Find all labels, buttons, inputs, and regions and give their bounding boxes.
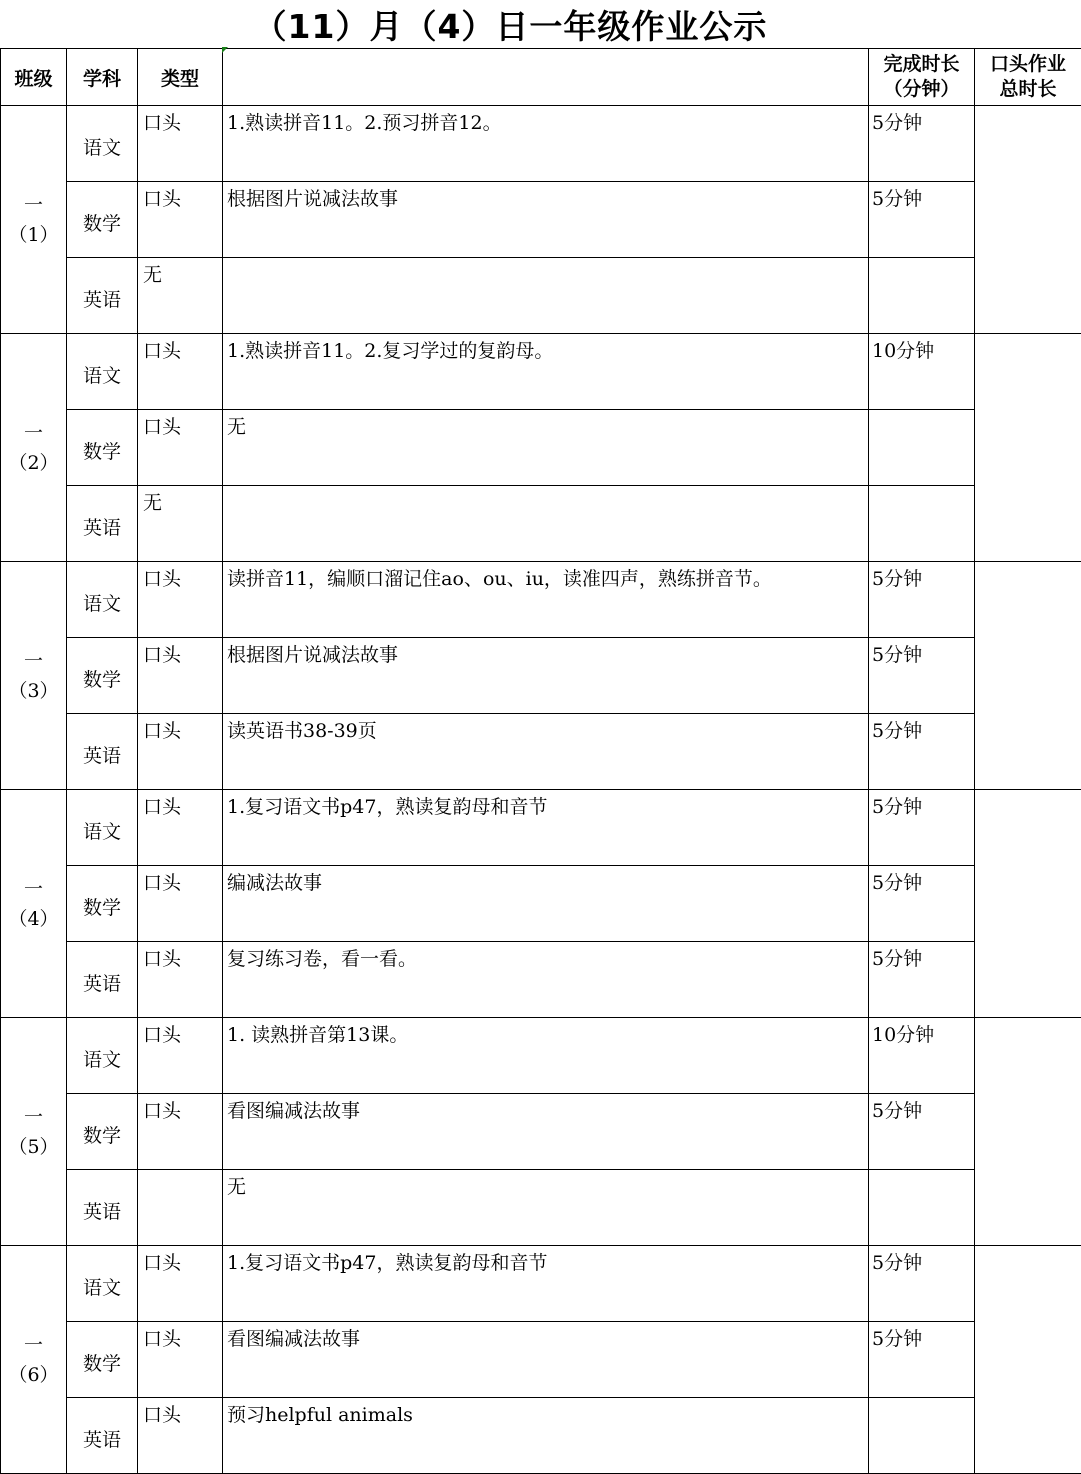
type-cell-text: 口头 [143, 796, 181, 818]
content-cell [223, 106, 869, 182]
content-cell-text: 看图编减法故事 [227, 1100, 360, 1122]
content-cell-text: 读拼音11，编顺口溜记住ao、ou、iu，读准四声，熟练拼音节。 [227, 568, 772, 590]
subject-cell [67, 486, 138, 562]
table-row [1, 1018, 1081, 1094]
subject-cell [67, 334, 138, 410]
subject-cell [67, 182, 138, 258]
header-content [223, 49, 869, 106]
time-cell-text: 10分钟 [872, 1024, 934, 1046]
content-cell-text: 读英语书38-39页 [227, 720, 377, 742]
time-cell-text: 5分钟 [872, 1100, 922, 1122]
table-row [1, 106, 1081, 182]
total-time-cell [975, 790, 1081, 1018]
type-cell-text: 口头 [143, 188, 181, 210]
type-cell-text: 口头 [143, 720, 181, 742]
header-type: 类型 [138, 49, 223, 106]
type-cell [138, 638, 223, 714]
time-cell-text: 5分钟 [872, 948, 922, 970]
header-total [975, 49, 1081, 106]
subject-cell [67, 106, 138, 182]
subject-cell [67, 1246, 138, 1322]
time-cell [869, 1246, 975, 1322]
subject-cell-text: 语文 [83, 589, 121, 616]
time-cell [869, 866, 975, 942]
type-cell-text: 无 [143, 492, 162, 514]
type-cell [138, 790, 223, 866]
subject-cell-text: 英语 [83, 285, 121, 312]
content-cell [223, 1170, 869, 1246]
subject-cell [67, 638, 138, 714]
page-title-text: （11）月（4）日一年级作业公示 [254, 0, 768, 54]
content-cell [223, 182, 869, 258]
time-cell-text: 5分钟 [872, 1252, 922, 1274]
content-cell-text: 根据图片说减法故事 [227, 644, 398, 666]
subject-cell [67, 562, 138, 638]
header-total-line2: 总时长 [975, 77, 1081, 102]
type-cell-text: 口头 [143, 872, 181, 894]
time-cell [869, 334, 975, 410]
class-grade: 一 [1, 874, 66, 904]
type-cell-text: 口头 [143, 1024, 181, 1046]
time-cell-text: 5分钟 [872, 872, 922, 894]
type-cell [138, 410, 223, 486]
content-cell [223, 714, 869, 790]
table-row [1, 1094, 1081, 1170]
header-time-line2: （分钟） [869, 77, 974, 102]
subject-cell [67, 1018, 138, 1094]
content-cell-text: 编减法故事 [227, 872, 322, 894]
class-cell [1, 334, 67, 562]
subject-cell-text: 数学 [83, 893, 121, 920]
class-number: （3） [1, 676, 66, 706]
content-cell-text: 预习helpful animals [227, 1404, 413, 1426]
table-row [1, 410, 1081, 486]
time-cell-text: 10分钟 [872, 340, 934, 362]
time-cell-text: 5分钟 [872, 188, 922, 210]
subject-cell-text: 英语 [83, 1425, 121, 1452]
subject-cell-text: 英语 [83, 513, 121, 540]
content-cell [223, 790, 869, 866]
class-grade: 一 [1, 1330, 66, 1360]
time-cell [869, 1170, 975, 1246]
content-cell-text: 1.熟读拼音11。2.预习拼音12。 [227, 112, 502, 134]
class-number: （5） [1, 1132, 66, 1162]
type-cell [138, 334, 223, 410]
type-cell [138, 1246, 223, 1322]
header-row [1, 49, 1081, 106]
content-cell-text: 无 [227, 416, 246, 438]
type-cell-text: 口头 [143, 416, 181, 438]
subject-cell-text: 数学 [83, 665, 121, 692]
subject-cell [67, 410, 138, 486]
total-time-cell [975, 106, 1081, 334]
type-cell [138, 714, 223, 790]
class-cell [1, 1018, 67, 1246]
cell-comment-marker [222, 47, 228, 53]
content-cell [223, 334, 869, 410]
subject-cell [67, 1398, 138, 1474]
type-cell [138, 106, 223, 182]
total-time-cell [975, 1246, 1081, 1474]
time-cell [869, 410, 975, 486]
time-cell [869, 182, 975, 258]
subject-cell-text: 数学 [83, 1121, 121, 1148]
table-row [1, 1398, 1081, 1474]
type-cell [138, 486, 223, 562]
subject-cell-text: 数学 [83, 1349, 121, 1376]
table-row [1, 486, 1081, 562]
time-cell [869, 1018, 975, 1094]
class-cell [1, 790, 67, 1018]
table-row [1, 334, 1081, 410]
total-time-cell [975, 1018, 1081, 1246]
table-row [1, 714, 1081, 790]
content-cell-text: 无 [227, 1176, 246, 1198]
table-row [1, 1170, 1081, 1246]
class-number: （1） [1, 220, 66, 250]
class-grade: 一 [1, 646, 66, 676]
class-number: （6） [1, 1360, 66, 1390]
time-cell [869, 258, 975, 334]
content-cell [223, 638, 869, 714]
subject-cell-text: 语文 [83, 361, 121, 388]
table-row [1, 182, 1081, 258]
time-cell [869, 1398, 975, 1474]
table-row [1, 790, 1081, 866]
total-time-cell [975, 334, 1081, 562]
type-cell [138, 1170, 223, 1246]
subject-cell-text: 英语 [83, 1197, 121, 1224]
content-cell [223, 1246, 869, 1322]
time-cell [869, 562, 975, 638]
content-cell-text: 根据图片说减法故事 [227, 188, 398, 210]
total-time-cell [975, 562, 1081, 790]
table-row [1, 1322, 1081, 1398]
content-cell-text: 1. 读熟拼音第13课。 [227, 1024, 408, 1046]
type-cell-text: 口头 [143, 644, 181, 666]
type-cell [138, 182, 223, 258]
subject-cell [67, 790, 138, 866]
header-total-line1: 口头作业 [975, 52, 1081, 77]
subject-cell-text: 语文 [83, 1045, 121, 1072]
subject-cell-text: 语文 [83, 817, 121, 844]
time-cell [869, 1322, 975, 1398]
table-row [1, 638, 1081, 714]
table-row [1, 942, 1081, 1018]
class-cell [1, 1246, 67, 1474]
content-cell [223, 258, 869, 334]
content-cell-text: 复习练习卷，看一看。 [227, 948, 417, 970]
class-grade: 一 [1, 190, 66, 220]
time-cell [869, 942, 975, 1018]
class-cell [1, 562, 67, 790]
header-subject: 学科 [67, 49, 138, 106]
time-cell [869, 486, 975, 562]
time-cell-text: 5分钟 [872, 644, 922, 666]
content-cell [223, 562, 869, 638]
page-title [0, 0, 1081, 48]
type-cell-text: 口头 [143, 568, 181, 590]
table-row [1, 866, 1081, 942]
type-cell [138, 1094, 223, 1170]
time-cell-text: 5分钟 [872, 720, 922, 742]
type-cell [138, 258, 223, 334]
time-cell-text: 5分钟 [872, 568, 922, 590]
subject-cell [67, 714, 138, 790]
time-cell [869, 790, 975, 866]
homework-table [0, 48, 1081, 1474]
subject-cell-text: 语文 [83, 1273, 121, 1300]
time-cell [869, 714, 975, 790]
content-cell [223, 1398, 869, 1474]
class-number: （4） [1, 904, 66, 934]
type-cell-text: 口头 [143, 112, 181, 134]
subject-cell-text: 数学 [83, 209, 121, 236]
content-cell [223, 486, 869, 562]
type-cell-text: 无 [143, 264, 162, 286]
subject-cell-text: 语文 [83, 133, 121, 160]
type-cell-text: 口头 [143, 1252, 181, 1274]
type-cell [138, 1398, 223, 1474]
table-row [1, 1246, 1081, 1322]
time-cell [869, 106, 975, 182]
time-cell [869, 638, 975, 714]
type-cell-text: 口头 [143, 340, 181, 362]
type-cell-text: 口头 [143, 1100, 181, 1122]
class-grade: 一 [1, 418, 66, 448]
content-cell-text: 1.熟读拼音11。2.复习学过的复韵母。 [227, 340, 553, 362]
type-cell [138, 1018, 223, 1094]
class-cell [1, 106, 67, 334]
content-cell-text: 1.复习语文书p47，熟读复韵母和音节 [227, 1252, 547, 1274]
content-cell [223, 1094, 869, 1170]
type-cell-text: 口头 [143, 1404, 181, 1426]
subject-cell-text: 英语 [83, 741, 121, 768]
table-row [1, 258, 1081, 334]
table-row [1, 562, 1081, 638]
header-time-line1: 完成时长 [869, 52, 974, 77]
content-cell [223, 1018, 869, 1094]
content-cell [223, 1322, 869, 1398]
time-cell-text: 5分钟 [872, 1328, 922, 1350]
subject-cell [67, 866, 138, 942]
content-cell [223, 410, 869, 486]
header-time [869, 49, 975, 106]
type-cell [138, 1322, 223, 1398]
class-grade: 一 [1, 1102, 66, 1132]
subject-cell [67, 1170, 138, 1246]
class-number: （2） [1, 448, 66, 478]
type-cell [138, 866, 223, 942]
subject-cell [67, 1094, 138, 1170]
type-cell-text: 口头 [143, 1328, 181, 1350]
subject-cell [67, 942, 138, 1018]
type-cell [138, 562, 223, 638]
type-cell [138, 942, 223, 1018]
header-class: 班级 [1, 49, 67, 106]
type-cell-text: 口头 [143, 948, 181, 970]
subject-cell [67, 258, 138, 334]
time-cell-text: 5分钟 [872, 796, 922, 818]
content-cell [223, 942, 869, 1018]
subject-cell [67, 1322, 138, 1398]
content-cell-text: 看图编减法故事 [227, 1328, 360, 1350]
subject-cell-text: 数学 [83, 437, 121, 464]
time-cell-text: 5分钟 [872, 112, 922, 134]
time-cell [869, 1094, 975, 1170]
content-cell-text: 1.复习语文书p47，熟读复韵母和音节 [227, 796, 547, 818]
subject-cell-text: 英语 [83, 969, 121, 996]
content-cell [223, 866, 869, 942]
